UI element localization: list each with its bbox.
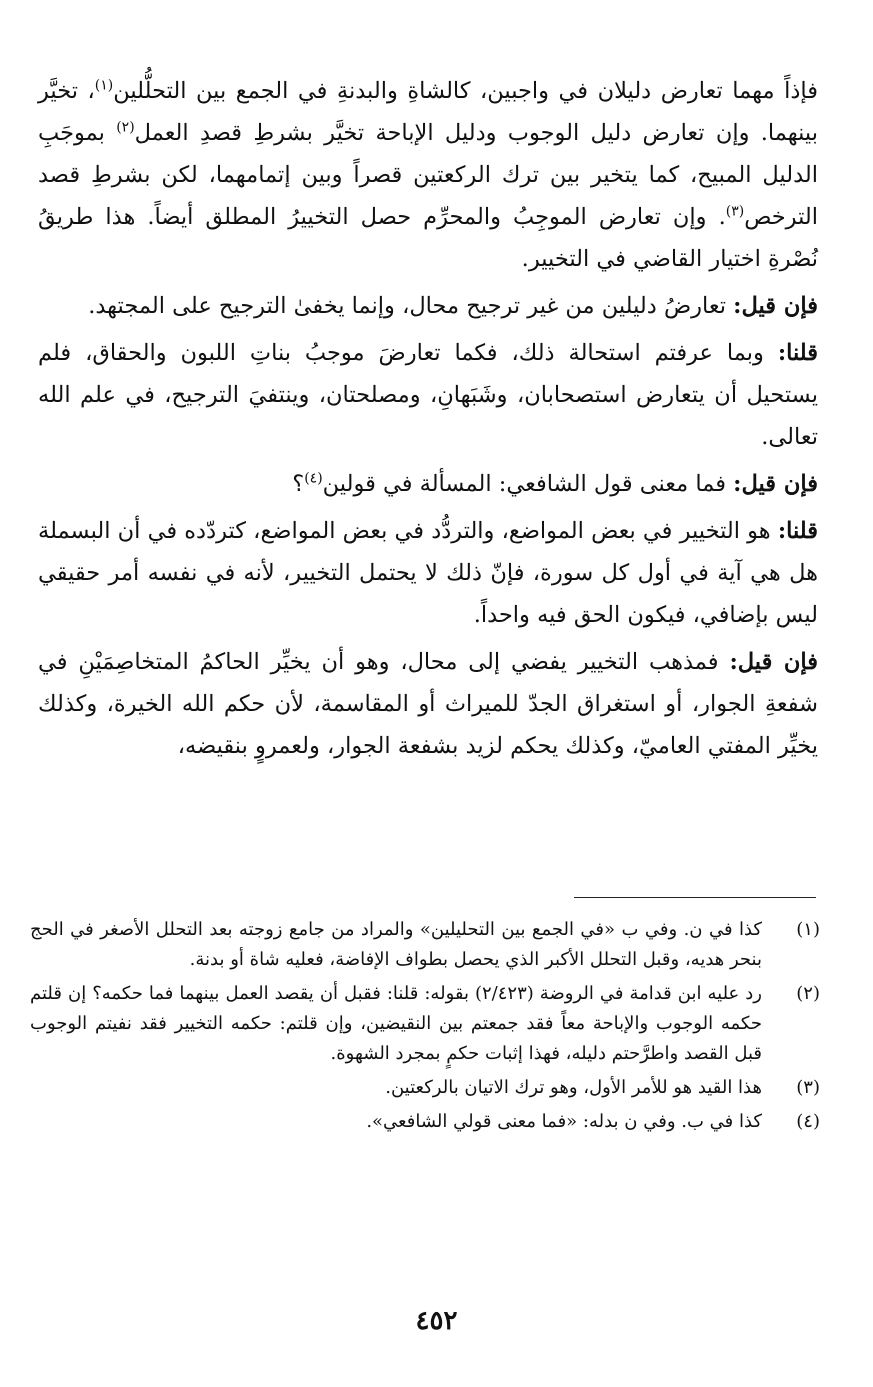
paragraph-3 bbox=[38, 332, 818, 458]
footnote-1 bbox=[30, 915, 820, 975]
text-segment: . وإن تعارض الموجِبُ والمحرِّم حصل التخييرُ المطلق أيضاً. هذا طريقُ نُصْرةِ اختيار القاضي في التخيير. bbox=[38, 204, 818, 272]
text-segment: تعارضُ دليلين من غير ترجيح محال، وإنما يخفىٰ الترجيح على المجتهد. bbox=[88, 293, 734, 319]
footnote-divider bbox=[574, 897, 816, 898]
text-segment: بموجَبِ الدليل المبيح، كما يتخير بين ترك الركعتين قصراً وبين إتمامهما، لكن بشرطِ قصد الترخص bbox=[38, 120, 818, 230]
footnote-4 bbox=[30, 1107, 820, 1137]
text-segment: فمذهب التخيير يفضي إلى محال، وهو أن يخيِّر الحاكمُ المتخاصِمَيْنِ في شفعةِ الجوار، أو استغراق الجدّ للميراث أو المقاسمة، لأن حكم الله الخيرة، وكذلك يخيِّر المفتي العاميّ، وكذلك يحكم لزيد بشفعة الجوار، ولعمروٍ بنقيضه، bbox=[38, 649, 818, 759]
objection-lead: فإن قيل: bbox=[733, 293, 818, 319]
footnote-2 bbox=[30, 979, 820, 1069]
reply-lead: قلنا: bbox=[777, 518, 818, 544]
objection-lead: فإن قيل: bbox=[733, 471, 818, 497]
text-segment: فإذاً مهما تعارض دليلان في واجبين، كالشاةِ والبدنةِ في الجمع بين التحلُّلين bbox=[113, 78, 819, 104]
footnote-number: (٢) bbox=[796, 983, 820, 1004]
main-text bbox=[38, 70, 818, 772]
footnote-number: (٣) bbox=[796, 1077, 820, 1098]
footnote-marker-1[interactable]: (١) bbox=[94, 77, 114, 94]
reply-lead: قلنا: bbox=[777, 340, 818, 366]
text-segment: ؟ bbox=[292, 471, 305, 497]
footnote-number: (١) bbox=[796, 919, 820, 940]
text-segment: هو التخيير في بعض المواضع، والتردُّد في بعض المواضع، كتردّده في أن البسملة هل هي آية في أول كل سورة، فإنّ ذلك لا يحتمل التخيير، لأنه في نفسه أمر حقيقي ليس بإضافي، فيكون الحق فيه واحداً. bbox=[38, 518, 818, 628]
text-segment: فما معنى قول الشافعي: المسألة في قولين bbox=[322, 471, 734, 497]
footnote-number: (٤) bbox=[796, 1111, 820, 1132]
footnote-text: كذا في ن. وفي ب «في الجمع بين التحليلين» والمراد من جامع زوجته بعد التحلل الأصغر في الحج بنحر هديه، وقبل التحلل الأكبر الذي يحصل بطواف الإفاضة، فعليه شاة أو بدنة. bbox=[30, 919, 762, 970]
footnote-marker-3[interactable]: (٣) bbox=[725, 203, 745, 220]
page-number: ٤٥٢ bbox=[415, 1306, 458, 1336]
footnotes bbox=[30, 915, 820, 1141]
paragraph-1 bbox=[38, 70, 818, 280]
paragraph-4 bbox=[38, 463, 818, 505]
footnote-marker-4[interactable]: (٤) bbox=[304, 470, 323, 487]
footnote-marker-2[interactable]: (٢) bbox=[116, 119, 135, 136]
footnote-text: كذا في ب. وفي ن بدله: «فما معنى قولي الشافعي». bbox=[366, 1111, 762, 1132]
paragraph-6 bbox=[38, 641, 818, 767]
footnote-text: هذا القيد هو للأمر الأول، وهو ترك الاتيان بالركعتين. bbox=[385, 1077, 762, 1098]
objection-lead: فإن قيل: bbox=[729, 649, 819, 675]
paragraph-5 bbox=[38, 510, 818, 636]
footnote-text: رد عليه ابن قدامة في الروضة (٢/٤٢٣) بقوله: قلنا: فقبل أن يقصد العمل بينهما فما حكمه؟ إن قلتم حكمه الوجوب والإباحة معاً فقد جمعتم بين النقيضين، وإن قلتم: حكمه التخيير فقد نفيتم الوجوب قبل القصد واطرَّحتم دليله، فهذا إثبات حكمٍ بمجرد الشهوة. bbox=[30, 983, 762, 1064]
text-segment: وبما عرفتم استحالة ذلك، فكما تعارضَ موجبُ بناتِ اللبون والحقاق، فلم يستحيل أن يتعارض استصحابان، وشَبَهانِ، ومصلحتان، وينتفيَ الترجيح، في علم الله تعالى. bbox=[38, 340, 818, 450]
paragraph-2 bbox=[38, 285, 818, 327]
text-segment: ، تخيَّر بينهما. وإن تعارض دليل الوجوب ودليل الإباحة تخيَّر بشرطِ قصدِ العمل bbox=[38, 78, 818, 146]
footnote-3 bbox=[30, 1073, 820, 1103]
